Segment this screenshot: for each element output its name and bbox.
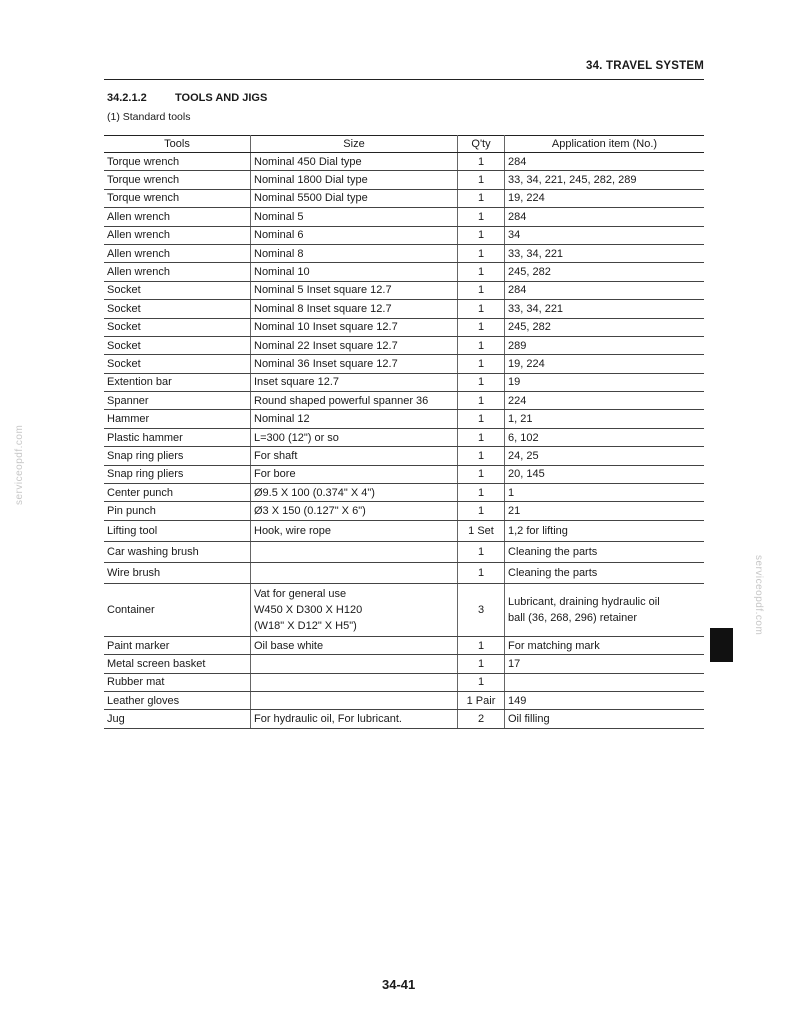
chapter-tab-marker <box>710 628 733 662</box>
table-row <box>104 691 704 709</box>
cell-size: Ø9.5 X 100 (0.374" X 4") <box>251 484 458 502</box>
cell-application: 20, 145 <box>505 465 705 483</box>
cell-application: 284 <box>505 281 705 299</box>
table-row <box>104 655 704 673</box>
cell-tool: Torque wrench <box>104 171 251 189</box>
cell-application: 19, 224 <box>505 355 705 373</box>
table-row <box>104 562 704 583</box>
col-header-application: Application item (No.) <box>505 136 705 153</box>
cell-tool: Jug <box>104 710 251 728</box>
cell-application <box>505 583 705 636</box>
cell-qty: 1 <box>458 502 505 520</box>
section-title: TOOLS AND JIGS <box>175 92 268 104</box>
cell-tool: Socket <box>104 318 251 336</box>
table-row <box>104 171 704 189</box>
cell-qty: 2 <box>458 710 505 728</box>
table-row <box>104 355 704 373</box>
cell-qty: 1 <box>458 541 505 562</box>
cell-qty: 1 <box>458 281 505 299</box>
cell-size: Nominal 10 <box>251 263 458 281</box>
table-row <box>104 189 704 207</box>
cell-size: Nominal 12 <box>251 410 458 428</box>
cell-qty: 1 <box>458 226 505 244</box>
table-row <box>104 263 704 281</box>
cell-size <box>251 562 458 583</box>
watermark-left: serviceopdf.com <box>14 424 25 505</box>
table-row <box>104 541 704 562</box>
cell-size: Nominal 1800 Dial type <box>251 171 458 189</box>
cell-size: Inset square 12.7 <box>251 373 458 391</box>
cell-tool: Hammer <box>104 410 251 428</box>
cell-size: Nominal 6 <box>251 226 458 244</box>
table-row <box>104 520 704 541</box>
cell-tool: Socket <box>104 336 251 354</box>
tools-table <box>104 135 704 729</box>
cell-tool: Leather gloves <box>104 691 251 709</box>
cell-qty: 3 <box>458 583 505 636</box>
cell-line: Vat for general use <box>254 587 347 600</box>
cell-application: 24, 25 <box>505 447 705 465</box>
cell-size: Nominal 5500 Dial type <box>251 189 458 207</box>
cell-application: 33, 34, 221 <box>505 244 705 262</box>
cell-application: 1, 21 <box>505 410 705 428</box>
cell-size <box>251 673 458 691</box>
cell-line: W450 X D300 X H120 <box>254 603 363 616</box>
cell-qty: 1 <box>458 484 505 502</box>
cell-qty: 1 <box>458 153 505 171</box>
cell-qty: 1 <box>458 263 505 281</box>
cell-size: Nominal 22 Inset square 12.7 <box>251 336 458 354</box>
cell-qty: 1 <box>458 428 505 446</box>
cell-application: 149 <box>505 691 705 709</box>
cell-application: 34 <box>505 226 705 244</box>
cell-size <box>251 583 458 636</box>
cell-size: For shaft <box>251 447 458 465</box>
cell-application: 19 <box>505 373 705 391</box>
cell-size: Nominal 450 Dial type <box>251 153 458 171</box>
table-row <box>104 673 704 691</box>
cell-tool: Plastic hammer <box>104 428 251 446</box>
cell-size <box>251 655 458 673</box>
cell-qty: 1 <box>458 636 505 654</box>
table-row <box>104 484 704 502</box>
cell-tool: Socket <box>104 300 251 318</box>
section-heading <box>107 92 267 104</box>
cell-size: Oil base white <box>251 636 458 654</box>
cell-tool: Metal screen basket <box>104 655 251 673</box>
cell-application: 33, 34, 221, 245, 282, 289 <box>505 171 705 189</box>
table-row <box>104 244 704 262</box>
cell-application: 21 <box>505 502 705 520</box>
table-row <box>104 373 704 391</box>
col-header-tools: Tools <box>104 136 251 153</box>
table-body <box>104 153 704 729</box>
section-number: 34.2.1.2 <box>107 92 147 104</box>
page-number: 34-41 <box>382 977 416 992</box>
table-row <box>104 153 704 171</box>
cell-application: 1,2 for lifting <box>505 520 705 541</box>
cell-application: 33, 34, 221 <box>505 300 705 318</box>
cell-qty: 1 <box>458 189 505 207</box>
cell-tool: Center punch <box>104 484 251 502</box>
cell-qty: 1 <box>458 355 505 373</box>
cell-qty: 1 <box>458 300 505 318</box>
cell-size <box>251 541 458 562</box>
cell-tool: Allen wrench <box>104 226 251 244</box>
cell-application: 289 <box>505 336 705 354</box>
cell-line: (W18" X D12" X H5") <box>254 619 357 632</box>
cell-size: For bore <box>251 465 458 483</box>
table-row <box>104 428 704 446</box>
cell-tool: Wire brush <box>104 562 251 583</box>
cell-tool: Allen wrench <box>104 263 251 281</box>
cell-qty: 1 Pair <box>458 691 505 709</box>
cell-tool: Allen wrench <box>104 244 251 262</box>
cell-tool: Socket <box>104 355 251 373</box>
cell-size: Round shaped powerful spanner 36 <box>251 392 458 410</box>
cell-tool: Paint marker <box>104 636 251 654</box>
cell-application: 284 <box>505 153 705 171</box>
col-header-qty: Q'ty <box>458 136 505 153</box>
table-row <box>104 208 704 226</box>
cell-tool: Spanner <box>104 392 251 410</box>
cell-size: For hydraulic oil, For lubricant. <box>251 710 458 728</box>
cell-size: L=300 (12") or so <box>251 428 458 446</box>
table-row <box>104 410 704 428</box>
table-row <box>104 465 704 483</box>
cell-tool: Extention bar <box>104 373 251 391</box>
cell-size: Nominal 5 <box>251 208 458 226</box>
table-row <box>104 300 704 318</box>
cell-application: 17 <box>505 655 705 673</box>
cell-tool: Torque wrench <box>104 153 251 171</box>
cell-tool: Allen wrench <box>104 208 251 226</box>
cell-application: 245, 282 <box>505 263 705 281</box>
cell-qty: 1 <box>458 336 505 354</box>
cell-tool: Socket <box>104 281 251 299</box>
cell-qty: 1 <box>458 465 505 483</box>
table-row <box>104 392 704 410</box>
cell-tool: Torque wrench <box>104 189 251 207</box>
cell-qty: 1 <box>458 392 505 410</box>
cell-qty: 1 <box>458 562 505 583</box>
watermark-right: serviceopdf.com <box>753 555 764 636</box>
cell-size: Ø3 X 150 (0.127" X 6") <box>251 502 458 520</box>
cell-size: Nominal 10 Inset square 12.7 <box>251 318 458 336</box>
cell-qty: 1 <box>458 171 505 189</box>
cell-size: Nominal 36 Inset square 12.7 <box>251 355 458 373</box>
cell-application: 224 <box>505 392 705 410</box>
cell-application <box>505 673 705 691</box>
chapter-title: 34. TRAVEL SYSTEM <box>585 60 704 72</box>
cell-size <box>251 691 458 709</box>
cell-application: Cleaning the parts <box>505 562 705 583</box>
col-header-size: Size <box>251 136 458 153</box>
cell-application: 6, 102 <box>505 428 705 446</box>
cell-size: Nominal 8 Inset square 12.7 <box>251 300 458 318</box>
table-row <box>104 636 704 654</box>
cell-qty: 1 <box>458 655 505 673</box>
table-row <box>104 318 704 336</box>
cell-qty: 1 <box>458 318 505 336</box>
cell-qty: 1 <box>458 673 505 691</box>
cell-application: Cleaning the parts <box>505 541 705 562</box>
cell-qty: 1 Set <box>458 520 505 541</box>
cell-tool: Rubber mat <box>104 673 251 691</box>
cell-line: ball (36, 268, 296) retainer <box>508 611 638 624</box>
cell-tool: Lifting tool <box>104 520 251 541</box>
table-row <box>104 710 704 728</box>
header-rule <box>104 79 704 80</box>
table-header-row <box>104 136 704 153</box>
table-row <box>104 583 704 636</box>
cell-size: Hook, wire rope <box>251 520 458 541</box>
cell-tool: Pin punch <box>104 502 251 520</box>
cell-qty: 1 <box>458 244 505 262</box>
cell-tool: Snap ring pliers <box>104 465 251 483</box>
table-row <box>104 336 704 354</box>
cell-qty: 1 <box>458 208 505 226</box>
cell-application: 245, 282 <box>505 318 705 336</box>
cell-tool: Container <box>104 583 251 636</box>
cell-qty: 1 <box>458 373 505 391</box>
cell-application: For matching mark <box>505 636 705 654</box>
table-row <box>104 502 704 520</box>
cell-application: 284 <box>505 208 705 226</box>
cell-application: 19, 224 <box>505 189 705 207</box>
cell-qty: 1 <box>458 447 505 465</box>
cell-tool: Snap ring pliers <box>104 447 251 465</box>
cell-qty: 1 <box>458 410 505 428</box>
table-row <box>104 281 704 299</box>
subsection-heading: (1) Standard tools <box>107 111 191 123</box>
table-row <box>104 447 704 465</box>
cell-application: 1 <box>505 484 705 502</box>
cell-tool: Car washing brush <box>104 541 251 562</box>
cell-size: Nominal 8 <box>251 244 458 262</box>
cell-application: Oil filling <box>505 710 705 728</box>
cell-line: Lubricant, draining hydraulic oil <box>508 595 660 608</box>
cell-size: Nominal 5 Inset square 12.7 <box>251 281 458 299</box>
table-row <box>104 226 704 244</box>
